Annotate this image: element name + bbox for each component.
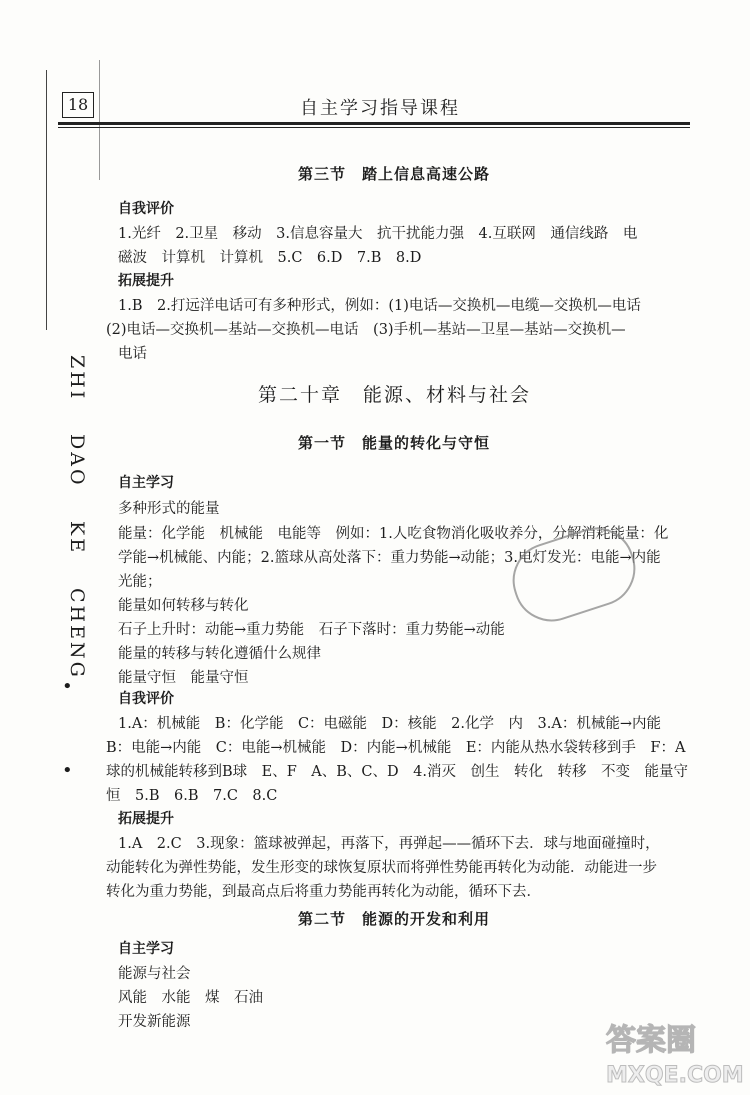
text-line: 能源与社会	[118, 966, 191, 982]
text-line: 1.B 2.打远洋电话可有多种形式，例如：(1)电话—交换机—电缆—交换机—电话	[118, 298, 641, 314]
text-line: 风能 水能 煤 石油	[118, 990, 263, 1006]
text-line: 1.A：机械能 B：化学能 C：电磁能 D：核能 2.化学 内 3.A：机械能→内能	[118, 716, 661, 732]
text-line: 光能；	[118, 574, 162, 590]
subheading: 拓展提升	[118, 811, 174, 827]
margin-rule-inner	[99, 60, 100, 180]
text-line: 动能转化为弹性势能，发生形变的球恢复原状而将弹性势能再转化为动能．动能进一步	[106, 860, 657, 876]
text-line: 恒 5.B 6.B 7.C 8.C	[106, 788, 278, 804]
side-word: DAO	[66, 434, 88, 488]
watermark-line2: MXQE.COM	[606, 1063, 744, 1088]
text-line: 多种形式的能量	[118, 501, 220, 517]
text-line: 1.A 2.C 3.现象：篮球被弹起，再落下，再弹起——循环下去．球与地面碰撞时，	[118, 836, 660, 852]
subheading: 自主学习	[118, 941, 174, 957]
text-line: 能量：化学能 机械能 电能等 例如：1.人吃食物消化吸收养分，分解消耗能量：化	[118, 526, 669, 542]
section-title: 第一节 能量的转化与守恒	[298, 434, 491, 452]
text-line: 能量如何转移与转化	[118, 598, 249, 614]
side-word: CHENG	[66, 588, 88, 680]
side-word: ZHI	[66, 355, 88, 402]
running-header-title: 自主学习指导课程	[300, 98, 460, 119]
text-line: 学能→机械能、内能；2.篮球从高处落下：重力势能→动能；3.电灯发光：电能→内能	[118, 550, 661, 566]
text-line: 1.光纤 2.卫星 移动 3.信息容量大 抗干扰能力强 4.互联网 通信线路 电	[118, 226, 638, 242]
text-line: 能量的转移与转化遵循什么规律	[118, 646, 321, 662]
header-rule	[58, 122, 690, 125]
text-line: 电话	[118, 346, 147, 362]
text-line: 球的机械能转移到B球 E、F A、B、C、D 4.消灭 创生 转化 转移 不变 能量守	[106, 764, 688, 780]
subheading: 拓展提升	[118, 273, 174, 289]
watermark-logo	[600, 1010, 748, 1090]
margin-rule	[46, 70, 47, 330]
text-line: 能量守恒 能量守恒	[118, 670, 249, 686]
text-line: (2)电话—交换机—基站—交换机—电话 (3)手机—基站—卫星—基站—交换机—	[106, 322, 626, 338]
watermark-line1: 答案圈	[606, 1023, 696, 1058]
section-title: 第二节 能源的开发和利用	[298, 910, 491, 928]
chapter-title: 第二十章 能源、材料与社会	[258, 384, 532, 406]
subheading: 自我评价	[118, 691, 174, 707]
side-bullet-icon: • •	[62, 676, 73, 781]
section-title: 第三节 踏上信息高速公路	[298, 165, 491, 183]
subheading: 自我评价	[118, 201, 174, 217]
text-line: 开发新能源	[118, 1014, 191, 1030]
side-pinyin	[48, 355, 88, 704]
text-line: 转化为重力势能，到最高点后将重力势能再转化为动能，循环下去．	[106, 884, 541, 900]
subheading: 自主学习	[118, 475, 174, 491]
text-line: 石子上升时：动能→重力势能 石子下落时：重力势能→动能	[118, 622, 505, 638]
text-line: B：电能→内能 C：电能→机械能 D：内能→机械能 E：内能从热水袋转移到手 F：A	[106, 740, 686, 756]
text-line: 磁波 计算机 计算机 5.C 6.D 7.B 8.D	[118, 250, 422, 266]
side-word: KE	[66, 520, 88, 555]
page-number: 18	[62, 92, 94, 118]
header-rule-thin	[58, 127, 690, 128]
